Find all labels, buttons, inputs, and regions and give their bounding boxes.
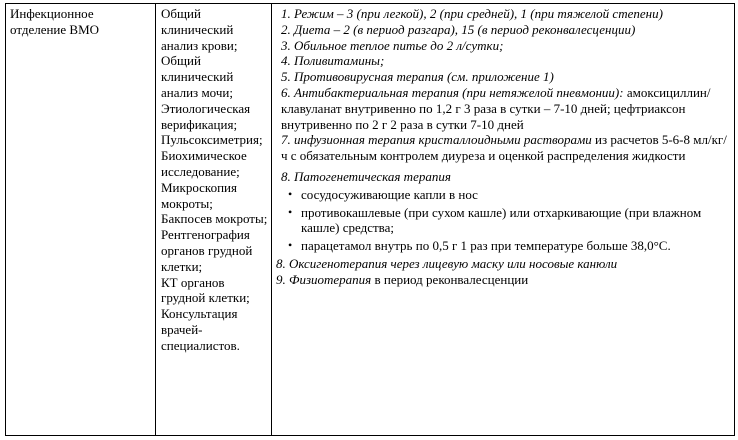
diagnostic-item: Биохимическое исследование; xyxy=(161,148,247,179)
diagnostic-item: КТ органов грудной клетки; xyxy=(161,274,250,306)
treatment-item-diet xyxy=(272,22,732,38)
treatment-table xyxy=(5,3,735,436)
diagnostic-item: Пульсоксиметрия; xyxy=(161,132,263,148)
treatment-item-text: 2. Диета – 2 (в период разгара), 15 (в период реконвалесценции) xyxy=(281,21,636,37)
department-name: Инфекционное отделение ВМО xyxy=(10,6,100,37)
treatment-item-text: 1. Режим – 3 (при легкой), 2 (при средней), 1 (при тяжелой степени) xyxy=(281,6,663,21)
diagnostic-item: Микроскопия мокроты; xyxy=(161,179,237,211)
diagnostic-item: Общий клинический анализ мочи; xyxy=(161,53,234,100)
diagnostic-item: Этиологическая верификация; xyxy=(161,100,251,132)
bullet-item xyxy=(288,238,732,254)
diagnostic-item: Рентгенография органов грудной клетки; xyxy=(161,227,253,274)
bullet-list xyxy=(272,187,732,254)
treatment-item-physio xyxy=(272,272,732,288)
department-cell xyxy=(6,4,156,435)
treatment-item-text: 8. Патогенетическая терапия xyxy=(281,168,451,184)
treatment-item-oxygen xyxy=(272,256,732,272)
treatment-item-infusion xyxy=(272,132,732,164)
treatment-item-text: в период реконвалесценции xyxy=(371,271,529,287)
bullet-text: противокашлевые (при сухом кашле) или отхаркивающие (при влажном кашле) средства; xyxy=(301,204,702,236)
bullet-text: сосудосуживающие капли в нос xyxy=(301,186,478,202)
bullet-icon: • xyxy=(288,238,293,253)
treatment-item-fluids xyxy=(272,38,732,54)
treatment-item-text: амоксициллин/клавуланат внутривенно по 1,2 г 3 раза в сутки – 7-10 дней; цефтриаксон внутривенно по 2 г 2 раза в сутки 7-10 дней xyxy=(281,84,711,132)
treatment-item-vitamins xyxy=(272,53,732,69)
treatment-item-text: 7. инфузионная терапия кристаллоидными растворами xyxy=(281,132,592,148)
diagnostic-item: Бакпосев мокроты; xyxy=(161,211,268,227)
treatment-item-text: 9. Физиотерапия xyxy=(276,271,372,287)
treatment-item-pathogenetic xyxy=(272,169,732,185)
bullet-item xyxy=(288,205,732,237)
treatment-item-text: 4. Поливитамины; xyxy=(281,53,385,69)
bullet-item xyxy=(288,187,732,203)
diagnostic-item: Общий клинический анализ крови; xyxy=(161,6,238,53)
treatment-item-regimen xyxy=(272,6,732,22)
diagnostics-cell xyxy=(156,4,272,435)
bullet-text: парацетамол внутрь по 0,5 г 1 раз при температуре больше 38,0°С. xyxy=(301,238,671,254)
treatment-cell xyxy=(272,4,734,435)
treatment-item-text: 6. Антибактериальная терапия (при нетяжелой пневмонии): xyxy=(281,84,624,100)
treatment-item-text: 5. Противовирусная терапия (см. приложение 1) xyxy=(281,69,554,85)
bullet-icon: • xyxy=(288,204,293,219)
treatment-item-antiviral xyxy=(272,69,732,85)
bullet-icon: • xyxy=(288,186,293,201)
treatment-item-text: 8. Оксигенотерапия через лицевую маску или носовые канюли xyxy=(276,255,618,271)
treatment-item-text: 3. Обильное теплое питье до 2 л/сутки; xyxy=(281,37,504,53)
treatment-item-text: из расчетов 5-6-8 мл/кг/ч с обязательным контролем диуреза и оценкой распределения жидкости xyxy=(281,132,727,164)
treatment-item-antibacterial xyxy=(272,85,732,132)
diagnostic-item: Консультация врачей-специалистов. xyxy=(161,306,240,353)
